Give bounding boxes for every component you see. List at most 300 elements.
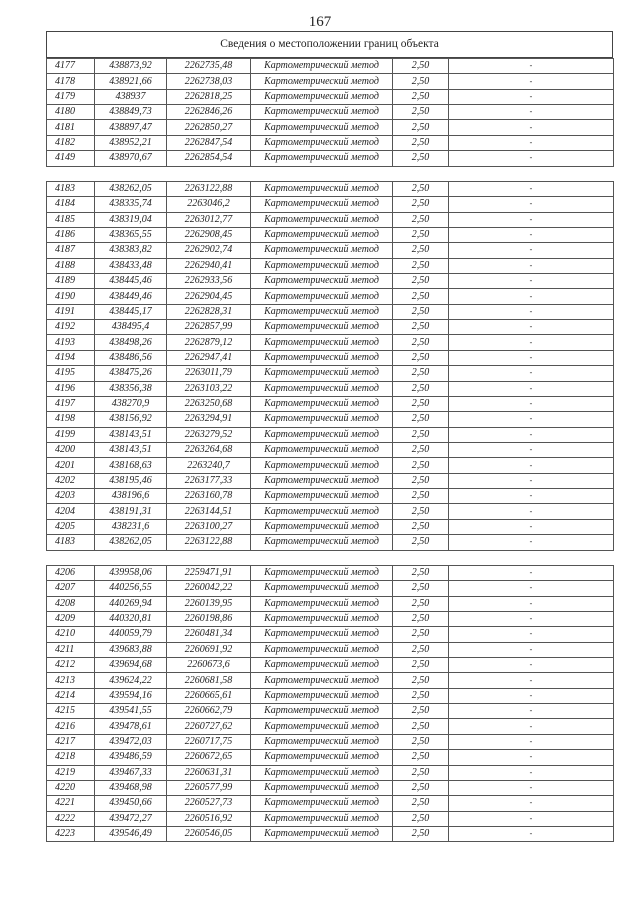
- x-coordinate-cell: 438952,21: [95, 135, 167, 150]
- table-row: [47, 151, 614, 166]
- precision-cell: 2,50: [393, 811, 449, 826]
- table-row: [47, 427, 614, 442]
- method-cell: Картометрический метод: [251, 627, 393, 642]
- y-coordinate-cell: 2260042,22: [167, 581, 251, 596]
- precision-cell: 2,50: [393, 673, 449, 688]
- x-coordinate-cell: 439450,66: [95, 796, 167, 811]
- y-coordinate-cell: 2263177,33: [167, 473, 251, 488]
- x-coordinate-cell: 438970,67: [95, 151, 167, 166]
- y-coordinate-cell: 2263046,2: [167, 197, 251, 212]
- y-coordinate-cell: 2260527,73: [167, 796, 251, 811]
- table-row: [47, 627, 614, 642]
- x-coordinate-cell: 438475,26: [95, 366, 167, 381]
- table-row: [47, 289, 614, 304]
- method-cell: Картометрический метод: [251, 489, 393, 504]
- x-coordinate-cell: 438143,51: [95, 427, 167, 442]
- y-coordinate-cell: 2263240,7: [167, 458, 251, 473]
- y-coordinate-cell: 2260577,99: [167, 780, 251, 795]
- table-row: [47, 197, 614, 212]
- y-coordinate-cell: 2260198,86: [167, 611, 251, 626]
- precision-cell: 2,50: [393, 796, 449, 811]
- y-coordinate-cell: 2262738,03: [167, 74, 251, 89]
- precision-cell: 2,50: [393, 227, 449, 242]
- table-row: [47, 304, 614, 319]
- x-coordinate-cell: 438495,4: [95, 320, 167, 335]
- precision-cell: 2,50: [393, 289, 449, 304]
- y-coordinate-cell: 2260662,79: [167, 704, 251, 719]
- y-coordinate-cell: 2263100,27: [167, 519, 251, 534]
- y-coordinate-cell: 2259471,91: [167, 565, 251, 580]
- precision-cell: 2,50: [393, 412, 449, 427]
- method-cell: Картометрический метод: [251, 227, 393, 242]
- method-cell: Картометрический метод: [251, 212, 393, 227]
- boundary-points-body: [47, 59, 614, 842]
- y-coordinate-cell: 2263279,52: [167, 427, 251, 442]
- table-row: [47, 258, 614, 273]
- precision-cell: 2,50: [393, 581, 449, 596]
- x-coordinate-cell: 438262,05: [95, 535, 167, 550]
- note-cell: -: [449, 381, 614, 396]
- coordinates-document: [46, 31, 613, 842]
- note-cell: -: [449, 181, 614, 196]
- table-row: [47, 734, 614, 749]
- page-number: 167: [308, 14, 332, 30]
- note-cell: -: [449, 673, 614, 688]
- method-cell: Картометрический метод: [251, 396, 393, 411]
- table-row: [47, 120, 614, 135]
- precision-cell: 2,50: [393, 320, 449, 335]
- table-row: [47, 704, 614, 719]
- point-number-cell: 4189: [47, 274, 95, 289]
- method-cell: Картометрический метод: [251, 688, 393, 703]
- point-number-cell: 4203: [47, 489, 95, 504]
- table-row: [47, 320, 614, 335]
- point-number-cell: 4215: [47, 704, 95, 719]
- table-row: [47, 381, 614, 396]
- y-coordinate-cell: 2263122,88: [167, 535, 251, 550]
- boundary-points-table: [46, 58, 614, 842]
- note-cell: -: [449, 811, 614, 826]
- method-cell: Картометрический метод: [251, 350, 393, 365]
- table-row: [47, 765, 614, 780]
- y-coordinate-cell: 2260139,95: [167, 596, 251, 611]
- note-cell: -: [449, 565, 614, 580]
- point-number-cell: 4181: [47, 120, 95, 135]
- x-coordinate-cell: 439694,68: [95, 658, 167, 673]
- method-cell: Картометрический метод: [251, 811, 393, 826]
- method-cell: Картометрический метод: [251, 320, 393, 335]
- y-coordinate-cell: 2260673,6: [167, 658, 251, 673]
- y-coordinate-cell: 2262879,12: [167, 335, 251, 350]
- point-number-cell: 4183: [47, 535, 95, 550]
- x-coordinate-cell: 438449,46: [95, 289, 167, 304]
- x-coordinate-cell: 439546,49: [95, 826, 167, 841]
- note-cell: -: [449, 59, 614, 74]
- y-coordinate-cell: 2262933,56: [167, 274, 251, 289]
- method-cell: Картометрический метод: [251, 765, 393, 780]
- y-coordinate-cell: 2262908,45: [167, 227, 251, 242]
- note-cell: -: [449, 581, 614, 596]
- precision-cell: 2,50: [393, 381, 449, 396]
- note-cell: -: [449, 212, 614, 227]
- precision-cell: 2,50: [393, 642, 449, 657]
- point-number-cell: 4221: [47, 796, 95, 811]
- point-number-cell: 4201: [47, 458, 95, 473]
- x-coordinate-cell: 438486,56: [95, 350, 167, 365]
- method-cell: Картометрический метод: [251, 611, 393, 626]
- note-cell: -: [449, 274, 614, 289]
- method-cell: Картометрический метод: [251, 658, 393, 673]
- x-coordinate-cell: 438873,92: [95, 59, 167, 74]
- note-cell: -: [449, 243, 614, 258]
- note-cell: -: [449, 366, 614, 381]
- method-cell: Картометрический метод: [251, 519, 393, 534]
- method-cell: Картометрический метод: [251, 581, 393, 596]
- method-cell: Картометрический метод: [251, 181, 393, 196]
- precision-cell: 2,50: [393, 304, 449, 319]
- y-coordinate-cell: 2262847,54: [167, 135, 251, 150]
- x-coordinate-cell: 439683,88: [95, 642, 167, 657]
- table-row: [47, 519, 614, 534]
- precision-cell: 2,50: [393, 489, 449, 504]
- precision-cell: 2,50: [393, 458, 449, 473]
- table-row: [47, 105, 614, 120]
- x-coordinate-cell: 439624,22: [95, 673, 167, 688]
- note-cell: -: [449, 289, 614, 304]
- table-row: [47, 473, 614, 488]
- point-number-cell: 4209: [47, 611, 95, 626]
- y-coordinate-cell: 2263250,68: [167, 396, 251, 411]
- method-cell: Картометрический метод: [251, 565, 393, 580]
- table-row: [47, 796, 614, 811]
- table-row: [47, 826, 614, 841]
- note-cell: -: [449, 105, 614, 120]
- precision-cell: 2,50: [393, 197, 449, 212]
- point-number-cell: 4179: [47, 89, 95, 104]
- precision-cell: 2,50: [393, 59, 449, 74]
- x-coordinate-cell: 438445,17: [95, 304, 167, 319]
- y-coordinate-cell: 2262854,54: [167, 151, 251, 166]
- point-number-cell: 4205: [47, 519, 95, 534]
- note-cell: -: [449, 151, 614, 166]
- precision-cell: 2,50: [393, 274, 449, 289]
- point-number-cell: 4204: [47, 504, 95, 519]
- precision-cell: 2,50: [393, 105, 449, 120]
- x-coordinate-cell: 440269,94: [95, 596, 167, 611]
- x-coordinate-cell: 438195,46: [95, 473, 167, 488]
- method-cell: Картометрический метод: [251, 151, 393, 166]
- x-coordinate-cell: 439467,33: [95, 765, 167, 780]
- table-row: [47, 611, 614, 626]
- method-cell: Картометрический метод: [251, 473, 393, 488]
- separator-cell: [47, 550, 614, 565]
- note-cell: -: [449, 412, 614, 427]
- note-cell: -: [449, 642, 614, 657]
- table-row: [47, 243, 614, 258]
- table-row: [47, 565, 614, 580]
- method-cell: Картометрический метод: [251, 719, 393, 734]
- point-number-cell: 4210: [47, 627, 95, 642]
- method-cell: Картометрический метод: [251, 74, 393, 89]
- method-cell: Картометрический метод: [251, 304, 393, 319]
- note-cell: -: [449, 504, 614, 519]
- point-number-cell: 4219: [47, 765, 95, 780]
- method-cell: Картометрический метод: [251, 258, 393, 273]
- y-coordinate-cell: 2260727,62: [167, 719, 251, 734]
- x-coordinate-cell: 439478,61: [95, 719, 167, 734]
- method-cell: Картометрический метод: [251, 796, 393, 811]
- separator-cell: [47, 166, 614, 181]
- precision-cell: 2,50: [393, 750, 449, 765]
- point-number-cell: 4193: [47, 335, 95, 350]
- x-coordinate-cell: 439472,03: [95, 734, 167, 749]
- point-number-cell: 4198: [47, 412, 95, 427]
- precision-cell: 2,50: [393, 442, 449, 457]
- y-coordinate-cell: 2263160,78: [167, 489, 251, 504]
- table-row: [47, 350, 614, 365]
- y-coordinate-cell: 2262818,25: [167, 89, 251, 104]
- x-coordinate-cell: 438156,92: [95, 412, 167, 427]
- method-cell: Картометрический метод: [251, 504, 393, 519]
- point-number-cell: 4192: [47, 320, 95, 335]
- x-coordinate-cell: 439541,55: [95, 704, 167, 719]
- table-row: [47, 719, 614, 734]
- group-separator: [47, 166, 614, 181]
- method-cell: Картометрический метод: [251, 381, 393, 396]
- precision-cell: 2,50: [393, 658, 449, 673]
- y-coordinate-cell: 2260665,61: [167, 688, 251, 703]
- precision-cell: 2,50: [393, 258, 449, 273]
- method-cell: Картометрический метод: [251, 673, 393, 688]
- table-row: [47, 688, 614, 703]
- method-cell: Картометрический метод: [251, 458, 393, 473]
- table-row: [47, 212, 614, 227]
- point-number-cell: 4182: [47, 135, 95, 150]
- point-number-cell: 4194: [47, 350, 95, 365]
- note-cell: -: [449, 120, 614, 135]
- y-coordinate-cell: 2263144,51: [167, 504, 251, 519]
- y-coordinate-cell: 2262857,99: [167, 320, 251, 335]
- table-row: [47, 366, 614, 381]
- x-coordinate-cell: 438270,9: [95, 396, 167, 411]
- x-coordinate-cell: 438168,63: [95, 458, 167, 473]
- table-row: [47, 274, 614, 289]
- x-coordinate-cell: 439472,27: [95, 811, 167, 826]
- precision-cell: 2,50: [393, 212, 449, 227]
- note-cell: -: [449, 396, 614, 411]
- note-cell: -: [449, 719, 614, 734]
- x-coordinate-cell: 439486,59: [95, 750, 167, 765]
- y-coordinate-cell: 2260691,92: [167, 642, 251, 657]
- note-cell: -: [449, 750, 614, 765]
- precision-cell: 2,50: [393, 627, 449, 642]
- note-cell: -: [449, 89, 614, 104]
- x-coordinate-cell: 438921,66: [95, 74, 167, 89]
- precision-cell: 2,50: [393, 427, 449, 442]
- x-coordinate-cell: 438231,6: [95, 519, 167, 534]
- y-coordinate-cell: 2263011,79: [167, 366, 251, 381]
- table-row: [47, 535, 614, 550]
- y-coordinate-cell: 2262846,26: [167, 105, 251, 120]
- table-row: [47, 335, 614, 350]
- point-number-cell: 4202: [47, 473, 95, 488]
- note-cell: -: [449, 350, 614, 365]
- precision-cell: 2,50: [393, 611, 449, 626]
- point-number-cell: 4190: [47, 289, 95, 304]
- point-number-cell: 4180: [47, 105, 95, 120]
- table-row: [47, 658, 614, 673]
- x-coordinate-cell: 440256,55: [95, 581, 167, 596]
- point-number-cell: 4206: [47, 565, 95, 580]
- method-cell: Картометрический метод: [251, 780, 393, 795]
- point-number-cell: 4214: [47, 688, 95, 703]
- precision-cell: 2,50: [393, 396, 449, 411]
- note-cell: -: [449, 427, 614, 442]
- y-coordinate-cell: 2260717,75: [167, 734, 251, 749]
- group-separator: [47, 550, 614, 565]
- table-row: [47, 74, 614, 89]
- y-coordinate-cell: 2262940,41: [167, 258, 251, 273]
- precision-cell: 2,50: [393, 719, 449, 734]
- note-cell: -: [449, 535, 614, 550]
- precision-cell: 2,50: [393, 473, 449, 488]
- point-number-cell: 4183: [47, 181, 95, 196]
- precision-cell: 2,50: [393, 120, 449, 135]
- point-number-cell: 4196: [47, 381, 95, 396]
- section-title: Сведения о местоположении границ объекта: [46, 31, 613, 58]
- note-cell: -: [449, 734, 614, 749]
- precision-cell: 2,50: [393, 151, 449, 166]
- precision-cell: 2,50: [393, 335, 449, 350]
- y-coordinate-cell: 2263122,88: [167, 181, 251, 196]
- method-cell: Картометрический метод: [251, 274, 393, 289]
- method-cell: Картометрический метод: [251, 89, 393, 104]
- method-cell: Картометрический метод: [251, 59, 393, 74]
- point-number-cell: 4186: [47, 227, 95, 242]
- table-row: [47, 780, 614, 795]
- x-coordinate-cell: 438335,74: [95, 197, 167, 212]
- note-cell: -: [449, 611, 614, 626]
- table-row: [47, 442, 614, 457]
- point-number-cell: 4185: [47, 212, 95, 227]
- point-number-cell: 4178: [47, 74, 95, 89]
- y-coordinate-cell: 2262850,27: [167, 120, 251, 135]
- y-coordinate-cell: 2263264,68: [167, 442, 251, 457]
- x-coordinate-cell: 438937: [95, 89, 167, 104]
- point-number-cell: 4199: [47, 427, 95, 442]
- precision-cell: 2,50: [393, 565, 449, 580]
- precision-cell: 2,50: [393, 366, 449, 381]
- note-cell: -: [449, 320, 614, 335]
- method-cell: Картометрический метод: [251, 105, 393, 120]
- x-coordinate-cell: 438849,73: [95, 105, 167, 120]
- y-coordinate-cell: 2262735,48: [167, 59, 251, 74]
- table-row: [47, 581, 614, 596]
- method-cell: Картометрический метод: [251, 427, 393, 442]
- note-cell: -: [449, 489, 614, 504]
- point-number-cell: 4187: [47, 243, 95, 258]
- point-number-cell: 4197: [47, 396, 95, 411]
- precision-cell: 2,50: [393, 596, 449, 611]
- table-row: [47, 458, 614, 473]
- y-coordinate-cell: 2260546,05: [167, 826, 251, 841]
- table-row: [47, 135, 614, 150]
- precision-cell: 2,50: [393, 826, 449, 841]
- note-cell: -: [449, 596, 614, 611]
- method-cell: Картометрический метод: [251, 596, 393, 611]
- x-coordinate-cell: 438356,38: [95, 381, 167, 396]
- x-coordinate-cell: 438319,04: [95, 212, 167, 227]
- x-coordinate-cell: 439958,06: [95, 565, 167, 580]
- note-cell: -: [449, 335, 614, 350]
- method-cell: Картометрический метод: [251, 826, 393, 841]
- y-coordinate-cell: 2262902,74: [167, 243, 251, 258]
- note-cell: -: [449, 458, 614, 473]
- precision-cell: 2,50: [393, 734, 449, 749]
- precision-cell: 2,50: [393, 704, 449, 719]
- precision-cell: 2,50: [393, 89, 449, 104]
- precision-cell: 2,50: [393, 535, 449, 550]
- point-number-cell: 4184: [47, 197, 95, 212]
- x-coordinate-cell: 438498,26: [95, 335, 167, 350]
- point-number-cell: 4217: [47, 734, 95, 749]
- note-cell: -: [449, 688, 614, 703]
- note-cell: -: [449, 519, 614, 534]
- x-coordinate-cell: 438365,55: [95, 227, 167, 242]
- method-cell: Картометрический метод: [251, 734, 393, 749]
- point-number-cell: 4213: [47, 673, 95, 688]
- y-coordinate-cell: 2262904,45: [167, 289, 251, 304]
- x-coordinate-cell: 440320,81: [95, 611, 167, 626]
- point-number-cell: 4211: [47, 642, 95, 657]
- x-coordinate-cell: 439468,98: [95, 780, 167, 795]
- note-cell: -: [449, 74, 614, 89]
- method-cell: Картометрический метод: [251, 197, 393, 212]
- point-number-cell: 4212: [47, 658, 95, 673]
- point-number-cell: 4208: [47, 596, 95, 611]
- y-coordinate-cell: 2263012,77: [167, 212, 251, 227]
- y-coordinate-cell: 2260516,92: [167, 811, 251, 826]
- x-coordinate-cell: 438143,51: [95, 442, 167, 457]
- x-coordinate-cell: 438262,05: [95, 181, 167, 196]
- table-row: [47, 750, 614, 765]
- y-coordinate-cell: 2260481,34: [167, 627, 251, 642]
- y-coordinate-cell: 2262947,41: [167, 350, 251, 365]
- note-cell: -: [449, 135, 614, 150]
- method-cell: Картометрический метод: [251, 750, 393, 765]
- table-row: [47, 673, 614, 688]
- method-cell: Картометрический метод: [251, 366, 393, 381]
- point-number-cell: 4195: [47, 366, 95, 381]
- y-coordinate-cell: 2263294,91: [167, 412, 251, 427]
- note-cell: -: [449, 442, 614, 457]
- note-cell: -: [449, 704, 614, 719]
- y-coordinate-cell: 2260681,58: [167, 673, 251, 688]
- precision-cell: 2,50: [393, 135, 449, 150]
- table-row: [47, 811, 614, 826]
- y-coordinate-cell: 2262828,31: [167, 304, 251, 319]
- note-cell: -: [449, 765, 614, 780]
- precision-cell: 2,50: [393, 350, 449, 365]
- method-cell: Картометрический метод: [251, 535, 393, 550]
- point-number-cell: 4177: [47, 59, 95, 74]
- precision-cell: 2,50: [393, 243, 449, 258]
- table-row: [47, 181, 614, 196]
- method-cell: Картометрический метод: [251, 120, 393, 135]
- precision-cell: 2,50: [393, 765, 449, 780]
- x-coordinate-cell: 438191,31: [95, 504, 167, 519]
- precision-cell: 2,50: [393, 181, 449, 196]
